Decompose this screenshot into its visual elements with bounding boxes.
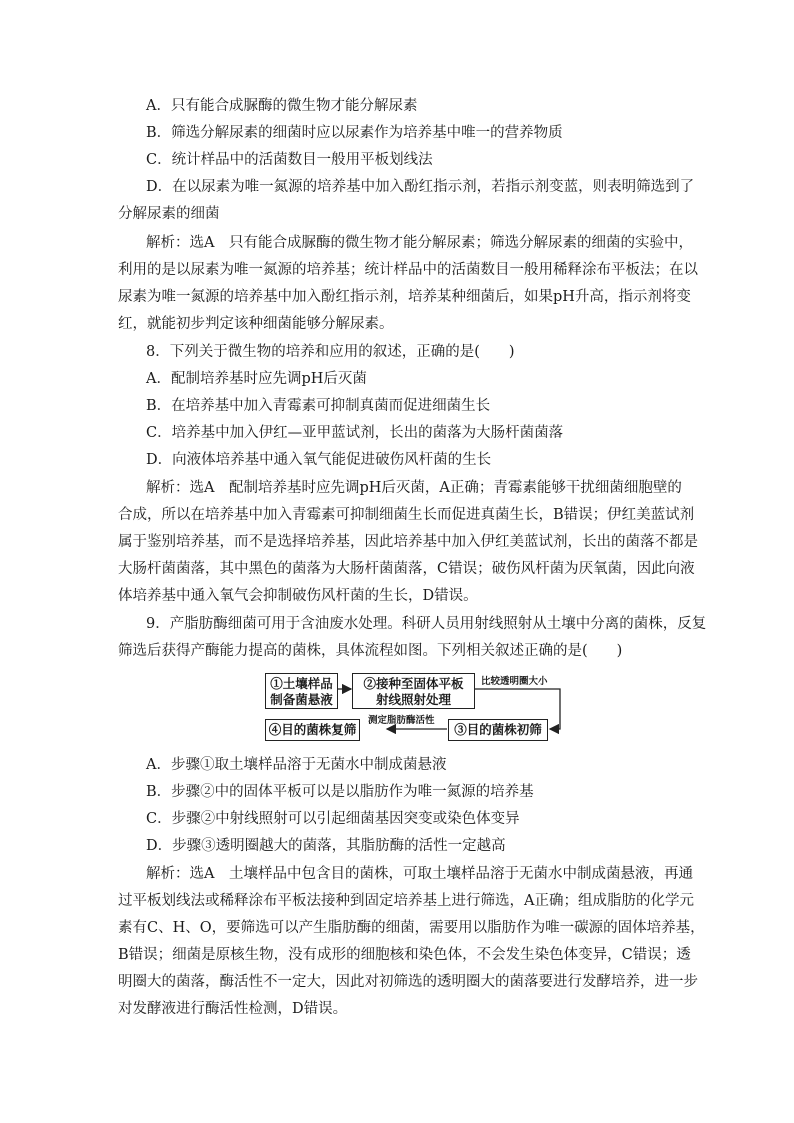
q9-stem-line: 9．产脂肪酶细菌可用于含油废水处理。科研人员用射线照射从土壤中分离的菌株，反复: [146, 616, 707, 632]
q9-analysis-line: 对发酵液进行酶活性检测，D错误。: [118, 1001, 348, 1017]
q7-analysis-line: 尿素为唯一氮源的培养基中加入酚红指示剂，培养某种细菌后，如果pH升高，指示剂将变: [118, 289, 691, 305]
q8-analysis-line: 解析：选A 配制培养基时应先调pH后灭菌，A正确；青霉素能够干扰细菌细胞壁的: [146, 480, 682, 496]
q8-analysis-line: 合成，所以在培养基中加入青霉素可抑制细菌生长而促进真菌生长，B错误；伊红美蓝试剂: [118, 507, 695, 523]
q7-analysis-line: 红，就能初步判定该种细菌能够分解尿素。: [118, 316, 394, 332]
q7-analysis-line: 利用的是以尿素为唯一氮源的培养基；统计样品中的活菌数目一般用稀释涂布平板法；在以: [118, 262, 698, 278]
q8-stem: 8．下列关于微生物的培养和应用的叙述，正确的是( ): [146, 344, 515, 360]
flow-box-soil-sample-line: ①土壤样品: [270, 676, 333, 691]
q7-option-b: B．筛选分解尿素的细菌时应以尿素作为培养基中唯一的营养物质: [146, 125, 563, 141]
flow-box-soil-sample-line: 制备菌悬液: [270, 692, 333, 707]
flow-box-inoculate: [352, 673, 475, 709]
q7-option-c: C．统计样品中的活菌数目一般用平板划线法: [146, 152, 433, 168]
q9-stem-line: 筛选后获得产酶能力提高的菌株，具体流程如图。下列相关叙述正确的是( ): [118, 643, 623, 659]
flow-label-measure-activity: 测定脂肪酶活性: [368, 715, 435, 726]
flow-box-secondary-screen: ④目的菌株复筛: [265, 719, 360, 741]
q8-option-b: B．在培养基中加入青霉素可抑制真菌而促进细菌生长: [146, 398, 491, 414]
q7-option-d-cont: 分解尿素的细菌: [118, 206, 220, 222]
q9-option-d: D．步骤③透明圈越大的菌落，其脂肪酶的活性一定越高: [146, 838, 506, 854]
q9-analysis-line: 明圈大的菌落，酶活性不一定大，因此对初筛选的透明圈大的菌落要进行发酵培养，进一步: [118, 974, 698, 990]
flow-box-inoculate-line: ②接种至固体平板: [363, 676, 464, 691]
q7-option-a: A．只有能合成脲酶的微生物才能分解尿素: [146, 98, 418, 114]
flow-box-inoculate-line: 射线照射处理: [375, 692, 451, 707]
q9-option-c: C．步骤②中射线照射可以引起细菌基因突变或染色体变异: [146, 811, 520, 827]
q8-option-d: D．向液体培养基中通入氧气能促进破伤风杆菌的生长: [146, 452, 492, 468]
q9-option-a: A．步骤①取土壤样品溶于无菌水中制成菌悬液: [146, 757, 447, 773]
q8-analysis-line: 属于鉴别培养基，而不是选择培养基，因此培养基中加入伊红美蓝试剂，长出的菌落不都是: [118, 534, 698, 550]
q8-analysis-line: 大肠杆菌菌落，其中黑色的菌落为大肠杆菌菌落，C错误；破伤风杆菌为厌氧菌，因此向液: [118, 561, 695, 577]
q9-option-b: B．步骤②中的固体平板可以是以脂肪作为唯一氮源的培养基: [146, 784, 534, 800]
q9-analysis-line: 解析：选A 土壤样品中包含目的菌株，可取土壤样品溶于无菌水中制成菌悬液，再通: [146, 866, 693, 882]
q9-analysis-line: 素有C、H、O，要筛选可以产生脂肪酶的细菌，需要用以脂肪作为唯一碳源的固体培养基，: [118, 920, 705, 936]
q9-analysis-line: 过平板划线法或稀释涂布平板法接种到固定培养基上进行筛选，A正确；组成脂肪的化学元: [118, 893, 694, 909]
q9-analysis-line: B错误；细菌是原核生物，没有成形的细胞核和染色体，不会发生染色体变异，C错误；透: [118, 947, 691, 963]
flow-box-primary-screen: ③目的菌株初筛: [448, 719, 548, 741]
q7-option-d: D．在以尿素为唯一氮源的培养基中加入酚红指示剂，若指示剂变蓝，则表明筛选到了: [146, 179, 695, 195]
q8-analysis-line: 体培养基中通入氧气会抑制破伤风杆菌的生长，D错误。: [118, 588, 478, 604]
q7-analysis-line: 解析：选A 只有能合成脲酶的微生物才能分解尿素；筛选分解尿素的细菌的实验中，: [146, 235, 693, 251]
flow-box-soil-sample: [265, 673, 338, 709]
q8-option-c: C．培养基中加入伊红—亚甲蓝试剂，长出的菌落为大肠杆菌菌落: [146, 425, 564, 441]
q8-option-a: A．配制培养基时应先调pH后灭菌: [146, 371, 367, 387]
flow-label-compare-halo: 比较透明圈大小: [481, 676, 548, 687]
